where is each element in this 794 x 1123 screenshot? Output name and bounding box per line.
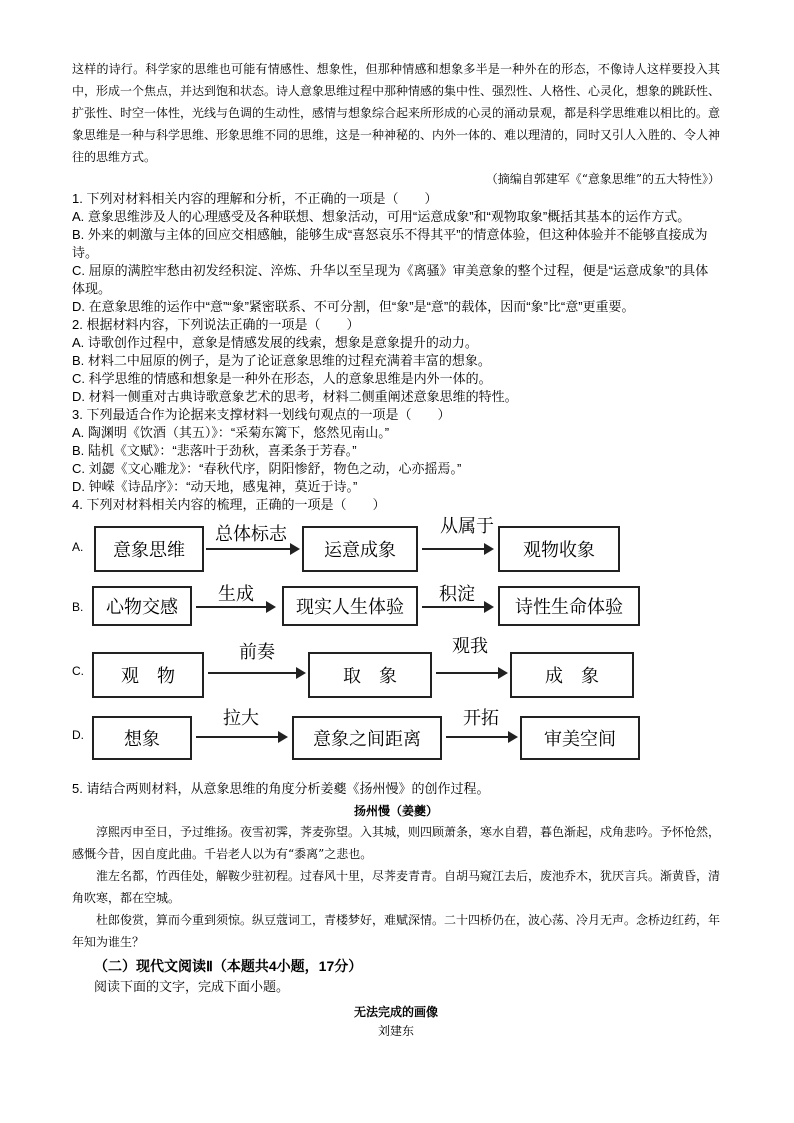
diagram-a-box-3: 观物收象 (498, 526, 620, 572)
diagram-b-box-2: 现实人生体验 (282, 586, 418, 626)
diagram-label-a: A. (72, 540, 84, 554)
diagram-a-box-2: 运意成象 (302, 526, 418, 572)
article-author: 刘建东 (377, 1024, 414, 1038)
q2-option-d: D. 材料一侧重对古典诗歌意象艺术的思考，材料二侧重阐述意象思维的特性。 (72, 389, 518, 404)
diagram-c-arrow-label-1: 前奏 (239, 642, 275, 663)
diagram-b-box-1: 心物交感 (92, 586, 192, 626)
q1-option-b: B. 外来的刺激与主体的回应交相感触，能够生成“喜怒哀乐不得其平”的情意体验，但这种体验并不能够直接成为诗。 (72, 227, 708, 260)
q2-option-a: A. 诗歌创作过程中，意象是情感发展的线索，想象是意象提升的动力。 (72, 335, 478, 350)
diagram-c-box-2: 取 象 (308, 652, 432, 698)
diagram-c-arrow-label-2: 观我 (452, 636, 488, 657)
poem-title: 扬州慢（姜夔） (353, 804, 438, 818)
poem-preface: 淳熙丙申至日，予过维扬。夜雪初霁，荠麦弥望。入其城，则四顾萧条，寒水自碧，暮色渐起，戍角悲吟。予怀怆然，感慨今昔，因自度此曲。千岩老人以为有“黍离”之悲也。 (72, 825, 721, 861)
diagram-label-c: C. (72, 664, 84, 678)
diagram-b-arrow-1 (196, 606, 274, 608)
diagram-c-arrow-2 (436, 672, 506, 674)
q4-stem: 4. 下列对材料相关内容的梳理，正确的一项是（ ） (72, 497, 386, 512)
diagram-a-arrow-label-1: 总体标志 (215, 524, 287, 545)
diagram-c-arrow-1 (208, 672, 304, 674)
diagram-d-box-1: 想象 (92, 716, 192, 760)
diagram-d-arrow-2 (446, 736, 516, 738)
q1-option-a: A. 意象思维涉及人的心理感受及各种联想、想象活动，可用“运意成象”和“观物取象”概括其基本的运作方式。 (72, 209, 691, 224)
diagram-d-box-3: 审美空间 (520, 716, 640, 760)
diagram-b-arrow-label-2: 积淀 (439, 584, 475, 605)
diagram-a-arrow-2 (422, 548, 492, 550)
diagram-label-d: D. (72, 728, 84, 742)
q1-option-c: C. 屈原的满腔牢愁由初发经积淀、淬炼、升华以至呈现为《离骚》审美意象的整个过程，便是“运意成象”的具体体现。 (72, 263, 709, 296)
diagram-b-arrow-2 (422, 606, 492, 608)
diagram-d-arrow-label-1: 拉大 (223, 708, 259, 729)
q3-option-c: C. 刘勰《文心雕龙》：“春秋代序，阴阳惨舒，物色之动，心亦摇焉。” (72, 461, 462, 476)
diagram-c-box-3: 成 象 (510, 652, 634, 698)
diagram-b-box-3: 诗性生命体验 (498, 586, 640, 626)
document-page (72, 58, 720, 1039)
diagram-row-a (72, 516, 720, 578)
diagram-row-b (72, 582, 720, 638)
diagram-row-c (72, 636, 720, 698)
section-instruction: 阅读下面的文字，完成下面小题。 (94, 979, 290, 994)
diagram-d-arrow-1 (196, 736, 286, 738)
diagram-row-d (72, 708, 720, 764)
q5-stem: 5. 请结合两则材料，从意象思维的角度分析姜夔《扬州慢》的创作过程。 (72, 781, 490, 796)
q2-option-c: C. 科学思维的情感和想象是一种外在形态，人的意象思维是内外一体的。 (72, 371, 492, 386)
q2-option-b: B. 材料二中屈原的例子，是为了论证意象思维的过程充满着丰富的想象。 (72, 353, 491, 368)
q2-stem: 2. 根据材料内容，下列说法正确的一项是（ ） (72, 317, 360, 332)
q1-option-d: D. 在意象思维的运作中“意”“象”紧密联系、不可分割，但“象”是“意”的载体，因而“象”比“意”更重要。 (72, 299, 635, 314)
diagram-d-arrow-label-2: 开拓 (463, 708, 499, 729)
diagram-a-arrow-label-2: 从属于 (440, 516, 494, 537)
passage-source: （摘编自郭建军《“意象思维”的五大特性》） (485, 172, 720, 186)
q3-option-b: B. 陆机《文赋》：“悲落叶于劲秋，喜柔条于芳春。” (72, 443, 357, 458)
diagram-a-arrow-1 (206, 548, 298, 550)
q3-option-d: D. 钟嵘《诗品序》：“动天地，感鬼神，莫近于诗。” (72, 479, 358, 494)
diagram-label-b: B. (72, 600, 84, 614)
section-heading: （二）现代文阅读Ⅱ（本题共4小题，17分） (94, 958, 363, 974)
q3-option-a: A. 陶渊明《饮酒（其五）》：“采菊东篱下，悠然见南山。” (72, 425, 390, 440)
q3-stem: 3. 下列最适合作为论据来支撑材料一划线句观点的一项是（ ） (72, 407, 451, 422)
q1-stem: 1. 下列对材料相关内容的理解和分析，不正确的一项是（ ） (72, 191, 438, 206)
poem-stanza-1: 淮左名都，竹西佳处，解鞍少驻初程。过春风十里，尽荠麦青青。自胡马窥江去后，废池乔木，犹厌言兵。渐黄昏，清角吹寒，都在空城。 (72, 869, 721, 905)
diagram-b-arrow-label-1: 生成 (218, 584, 254, 605)
article-title: 无法完成的画像 (353, 1005, 438, 1019)
q4-diagrams (72, 516, 720, 780)
diagram-a-box-1: 意象思维 (94, 526, 204, 572)
poem-stanza-2: 杜郎俊赏，算而今重到须惊。纵豆蔻词工，青楼梦好，难赋深情。二十四桥仍在，波心荡、冷月无声。念桥边红药，年年知为谁生？ (72, 913, 721, 949)
diagram-c-box-1: 观 物 (92, 652, 204, 698)
diagram-d-box-2: 意象之间距离 (292, 716, 442, 760)
passage-text: 这样的诗行。科学家的思维也可能有情感性、想象性，但那种情感和想象多半是一种外在的形态，不像诗人这样要投入其中，形成一个焦点，并达到饱和状态。诗人意象思维过程中那种情感的集中性、强烈性、人格性、心灵化，想象的跳跃性、扩张性、时空一体性，光线与色调的生动性，感情与想象综合起来所形成的心灵的涌动景观，都是科学思维难以相比的。意象思维是一种与科学思维、形象思维不同的思维，这是一种神秘的、内外一体的、难以理清的，同时又引人入胜的、令人神往的思维方式。 (72, 62, 721, 164)
